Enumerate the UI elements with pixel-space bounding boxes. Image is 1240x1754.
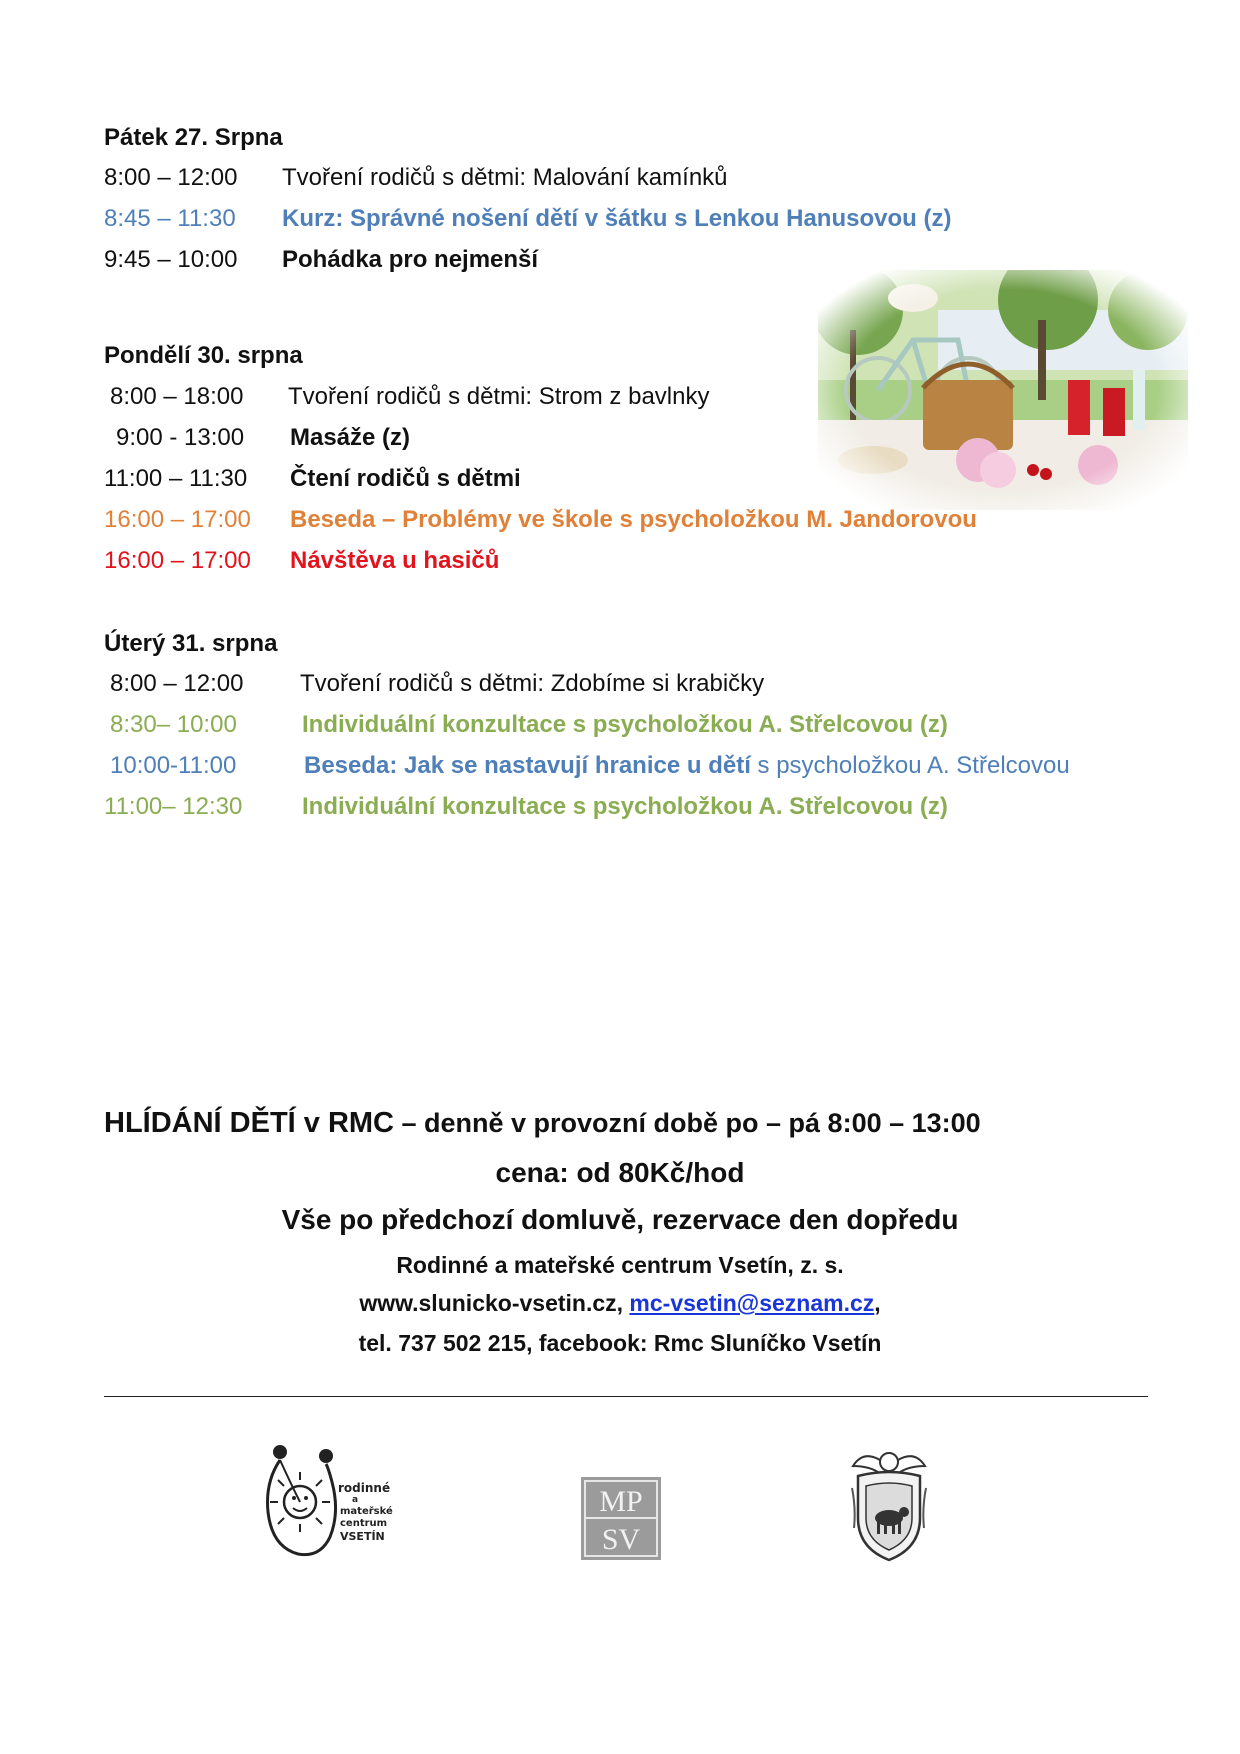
event-time: 8:30– 10:00 [110,711,237,738]
web-email-line [0,1290,1240,1317]
day-heading-friday: Pátek 27. Srpna [104,124,283,151]
rmc-logo-text: rodinné [338,1481,391,1495]
event-time: 8:45 – 11:30 [104,205,236,232]
event-title-wrap [304,752,1070,780]
event-title: Čtení rodičů s dětmi [290,465,521,492]
day-heading-tuesday: Úterý 31. srpna [104,630,278,657]
event-time: 8:00 – 12:00 [110,670,244,697]
event-time: 16:00 – 17:00 [104,547,251,574]
event-title: Beseda – Problémy ve škole s psycholožkou M. Jandorovou [290,506,977,533]
email-link[interactable]: mc-vsetin@seznam.cz [629,1290,875,1316]
website-text: www.slunicko-vsetin.cz, [359,1290,624,1316]
mpsv-logo-text: SV [601,1523,641,1556]
price-line: cena: od 80Kč/hod [495,1157,745,1188]
mpsv-logo-text: MP [599,1485,643,1518]
mpsv-logo [581,1477,661,1560]
rmc-logo-text: centrum [340,1518,388,1529]
event-time: 10:00-11:00 [110,752,237,779]
vsetin-coat-of-arms [848,1448,930,1566]
event-time: 9:00 - 13:00 [116,424,245,451]
rmc-logo [260,1442,415,1560]
reservation-note: Vše po předchozí domluvě, rezervace den dopředu [281,1204,959,1235]
event-title: Masáže (z) [290,424,411,451]
event-time: 8:00 – 12:00 [104,164,238,191]
event-time: 16:00 – 17:00 [104,506,251,533]
day-heading-monday: Pondělí 30. srpna [104,342,303,369]
event-title: Tvoření rodičů s dětmi: Strom z bavlnky [288,383,710,410]
picnic-photo [818,270,1188,510]
event-title: Tvoření rodičů s dětmi: Zdobíme si krabičky [300,670,765,697]
rmc-logo-text: a [352,1495,359,1505]
event-title: Kurz: Správné nošení dětí v šátku s Lenkou Hanusovou (z) [282,205,952,232]
contact-line: tel. 737 502 215, facebook: Rmc Sluníčko Vsetín [358,1330,882,1356]
event-title: Pohádka pro nejmenší [282,246,539,273]
event-title: Beseda: Jak se nastavují hranice u dětí [304,752,751,779]
childcare-heading [104,1107,981,1140]
separator-line [104,1396,1148,1397]
event-title: Individuální konzultace s psycholožkou A. Střelcovou (z) [302,793,948,820]
event-time: 9:45 – 10:00 [104,246,238,273]
childcare-title: HLÍDÁNÍ DĚTÍ v RMC [104,1107,394,1139]
childcare-hours: – denně v provozní době po – pá 8:00 – 13:00 [394,1108,981,1138]
rmc-logo-text: mateřské [340,1506,393,1517]
event-time: 11:00– 12:30 [104,793,243,820]
org-name: Rodinné a mateřské centrum Vsetín, z. s. [396,1252,844,1278]
email-suffix: , [874,1290,881,1316]
rmc-logo-text: VSETÍN [340,1530,385,1543]
event-time: 8:00 – 18:00 [110,383,244,410]
event-title-suffix: s psycholožkou A. Střelcovou [750,752,1070,779]
event-time: 11:00 – 11:30 [104,465,248,492]
event-title: Tvoření rodičů s dětmi: Malování kamínků [282,164,728,191]
event-title: Návštěva u hasičů [290,547,500,574]
event-title: Individuální konzultace s psycholožkou A. Střelcovou (z) [302,711,948,738]
